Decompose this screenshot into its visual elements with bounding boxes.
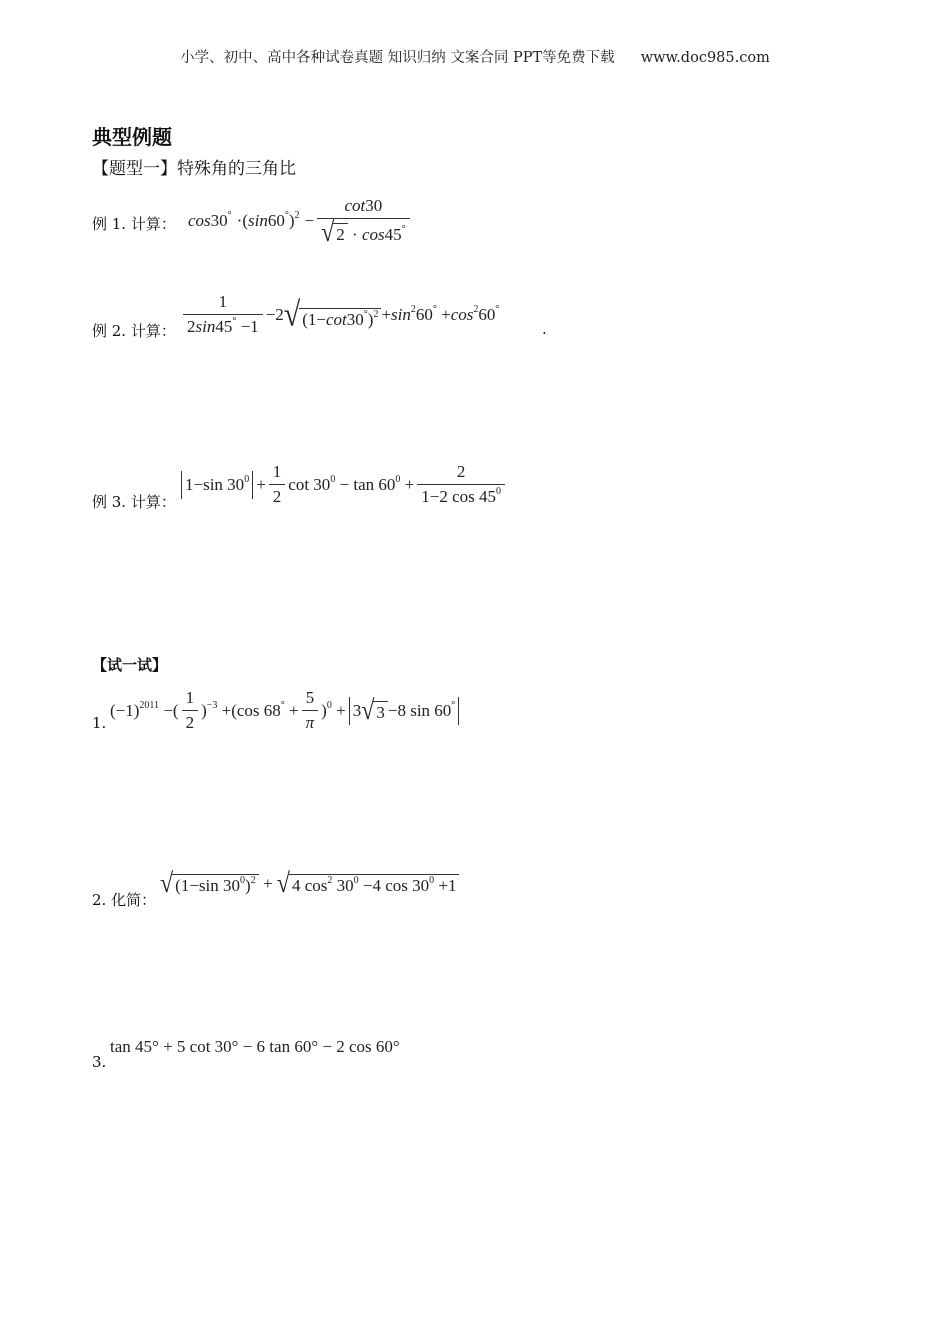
example-3-formula: 1−sin $30^0$ + $\frac{1}{2}$ $\cot 30^0 - \tan 60^0$ + $\frac{2}{1-2 \cos 45^0}$ [178, 462, 508, 507]
example-1-label: 例 1. 计算： [92, 215, 176, 233]
subsection-title: 【题型一】特殊角的三角比 [92, 159, 296, 179]
section-title: 典型例题 [92, 125, 172, 149]
exercise-2-formula: √ (1−sin $30^0)^2$ + √ 4 $\cos^2 30^0 -4$ $\cos 30^0 +1$ [160, 872, 459, 896]
exercise-2-label: 2. 化简： [92, 891, 157, 909]
exercise-1-formula: $(-1)^{2011}$ −( $\frac{1}{2}$ )$^{-3}$ +(cos 68° + $\frac{5}{\pi}$ )$^0$ + 3 √ 3 −8 sin 60° [110, 688, 462, 733]
exercise-3-label: 3. [92, 1053, 107, 1071]
header-site: www.doc985.com [640, 50, 770, 66]
header-text: 小学、初中、高中各种试卷真题 知识归纳 文案合同 PPT等免费下载 [180, 50, 615, 66]
page-header [0, 46, 950, 67]
example-2-label: 例 2. 计算： [92, 322, 176, 340]
exercise-3-formula: tan 45° + 5 cot 30° − 6 tan 60° − 2 cos 60° [110, 1037, 400, 1056]
try-title: 【试一试】 [92, 656, 168, 674]
example-2-trailing: . [542, 320, 547, 338]
example-1-formula: cos30° $\cdot(\sin 60^\circ)^2$ − cot30 √ 2 · cos45° [188, 196, 413, 245]
example-3-label: 例 3. 计算： [92, 493, 176, 511]
exercise-1-label: 1. [92, 714, 107, 732]
example-2-formula: $\frac{1}{2\sin 45^\circ -1}$ −2 √ $(1-\cot 30^\circ)^2$ $+\sin^260^\circ +\cos^260^\circ$ [180, 292, 499, 337]
